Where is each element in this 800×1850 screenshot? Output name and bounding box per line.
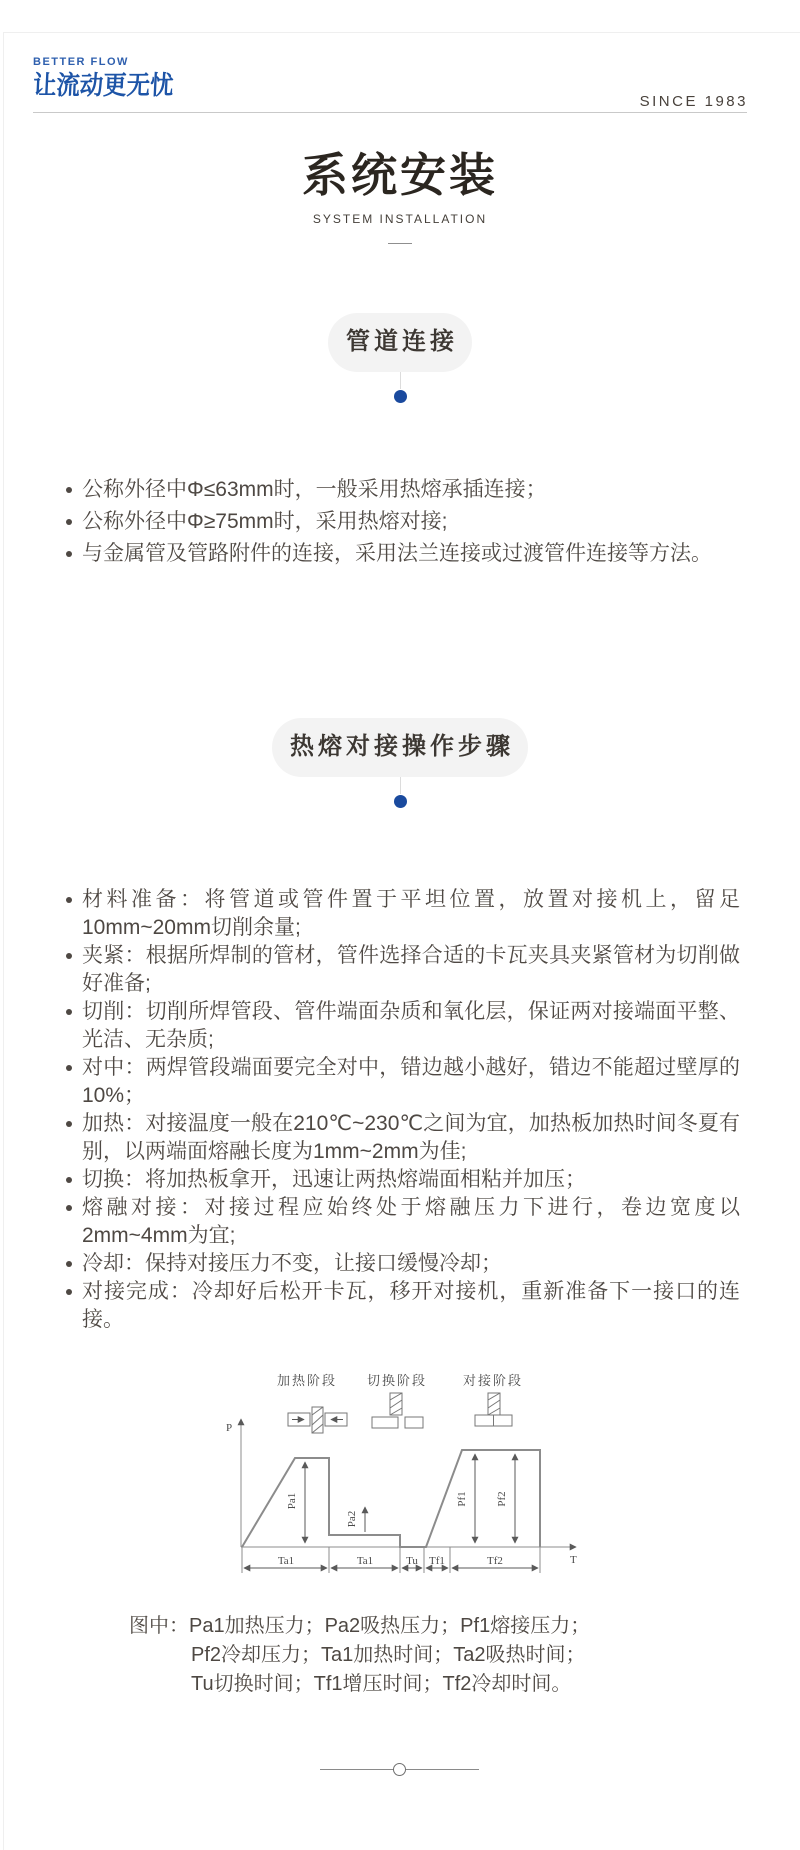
time-label-tf1: Tf1	[429, 1555, 445, 1567]
bullet-dot-icon	[66, 1205, 72, 1211]
pressure-label-pf1: Pf1	[456, 1491, 468, 1507]
badge-stem	[400, 777, 401, 794]
page-title: 系统安装	[302, 149, 498, 201]
section-badge-pipe-connection	[0, 313, 800, 403]
footer-circle-icon	[393, 1763, 406, 1776]
bullet-dot-icon	[66, 1065, 72, 1071]
pressure-time-diagram	[180, 1355, 620, 1605]
list-item	[64, 474, 740, 506]
footer-ornament	[320, 1762, 479, 1776]
badge-dot-icon	[394, 795, 407, 808]
list-item-text: 公称外径中Φ≤63mm时，一般采用热熔承插连接；	[82, 478, 547, 501]
list-item	[64, 1054, 740, 1110]
list-item	[64, 998, 740, 1054]
section-pill: 热熔对接操作步骤	[272, 718, 528, 777]
header-divider	[33, 112, 747, 113]
list-item	[64, 942, 740, 998]
brand-logo: 让流动更无忧	[32, 70, 175, 100]
pressure-label-pf2: Pf2	[496, 1491, 508, 1507]
section-badge-fusion-steps	[0, 718, 800, 808]
list-item-text: 公称外径中Φ≥75mm时，采用热熔对接;	[82, 510, 448, 533]
badge-stem	[400, 372, 401, 389]
heating-phase-icon	[288, 1407, 347, 1433]
time-label-ta1: Ta1	[277, 1555, 295, 1567]
list-item	[64, 886, 740, 942]
list-item-text: 对接完成：冷却好后松开卡瓦，移开对接机，重新准备下一接口的连接。	[82, 1280, 740, 1331]
bullet-dot-icon	[66, 487, 72, 493]
pressure-arrows	[305, 1454, 515, 1543]
brand-tagline: BETTER FLOW	[33, 56, 129, 68]
list-item-text: 与金属管及管路附件的连接，采用法兰连接或过渡管件连接等方法。	[82, 542, 712, 565]
page-subtitle: SYSTEM INSTALLATION	[312, 212, 488, 226]
list-item	[64, 1166, 740, 1194]
time-label-ta2: Ta1	[356, 1555, 374, 1567]
diagram-caption	[129, 1612, 590, 1699]
list-item	[64, 538, 740, 570]
list-item	[64, 1250, 740, 1278]
time-label-tu: Tu	[406, 1555, 418, 1567]
caption-line: 图中：Pa1加热压力；Pa2吸热压力；Pf1熔接压力；	[129, 1615, 591, 1637]
fusion-steps-list	[64, 886, 740, 1334]
caption-line: Pf2冷却压力；Ta1加热时间；Ta2吸热时间；	[191, 1644, 586, 1666]
section-pill: 管道连接	[328, 313, 472, 372]
bullet-dot-icon	[66, 551, 72, 557]
page-top-edge	[3, 32, 800, 33]
phase-label-heating: 加热阶段	[276, 1373, 338, 1388]
bullet-dot-icon	[66, 897, 72, 903]
phase-label-switch: 切换阶段	[366, 1373, 428, 1388]
since-label: SINCE 1983	[639, 93, 748, 110]
bullet-dot-icon	[66, 519, 72, 525]
bullet-dot-icon	[66, 1121, 72, 1127]
bullet-dot-icon	[66, 1177, 72, 1183]
list-item-text: 夹紧：根据所焊制的管材，管件选择合适的卡瓦夹具夹紧管材为切削做好准备;	[82, 944, 740, 995]
pressure-label-pa1: Pa1	[286, 1492, 298, 1510]
list-item-text: 切换：将加热板拿开，迅速让两热熔端面相粘并加压；	[82, 1168, 586, 1191]
bullet-dot-icon	[66, 1261, 72, 1267]
page-left-edge	[3, 32, 4, 1850]
bullet-dot-icon	[66, 1009, 72, 1015]
y-axis-label: P	[226, 1422, 233, 1434]
caption-line: Tu切换时间；Tf1增压时间；Tf2冷却时间。	[191, 1673, 572, 1695]
title-deco-line	[388, 243, 412, 244]
list-item-text: 对中：两焊管段端面要完全对中，错边越小越好，错边不能超过壁厚的10%；	[82, 1056, 740, 1107]
time-label-tf2: Tf2	[487, 1555, 503, 1567]
list-item-text: 加热：对接温度一般在210℃~230℃之间为宜，加热板加热时间冬夏有别，以两端面熔融长度为1mm~2mm为佳;	[82, 1112, 740, 1163]
pressure-label-pa2: Pa2	[346, 1510, 358, 1528]
list-item-text: 材料准备：将管道或管件置于平坦位置，放置对接机上，留足10mm~20mm切削余量;	[82, 888, 740, 939]
brand-block	[33, 56, 189, 100]
list-item	[64, 1110, 740, 1166]
list-item-text: 熔融对接：对接过程应始终处于熔融压力下进行，卷边宽度以2mm~4mm为宜;	[82, 1196, 740, 1247]
list-item	[64, 506, 740, 538]
pipe-connection-list	[64, 474, 740, 570]
list-item	[64, 1194, 740, 1250]
switch-phase-icon	[372, 1393, 423, 1428]
list-item-text: 切削：切削所焊管段、管件端面杂质和氧化层，保证两对接端面平整、光洁、无杂质;	[82, 1000, 740, 1051]
butt-phase-icon	[475, 1393, 512, 1426]
bullet-dot-icon	[66, 1289, 72, 1295]
list-item-text: 冷却：保持对接压力不变，让接口缓慢冷却；	[82, 1252, 502, 1275]
badge-dot-icon	[394, 390, 407, 403]
bullet-dot-icon	[66, 953, 72, 959]
x-axis-label: T	[570, 1554, 577, 1566]
axes	[241, 1419, 576, 1547]
phase-label-butt: 对接阶段	[462, 1373, 524, 1388]
list-item	[64, 1278, 740, 1334]
title-block	[0, 149, 800, 244]
